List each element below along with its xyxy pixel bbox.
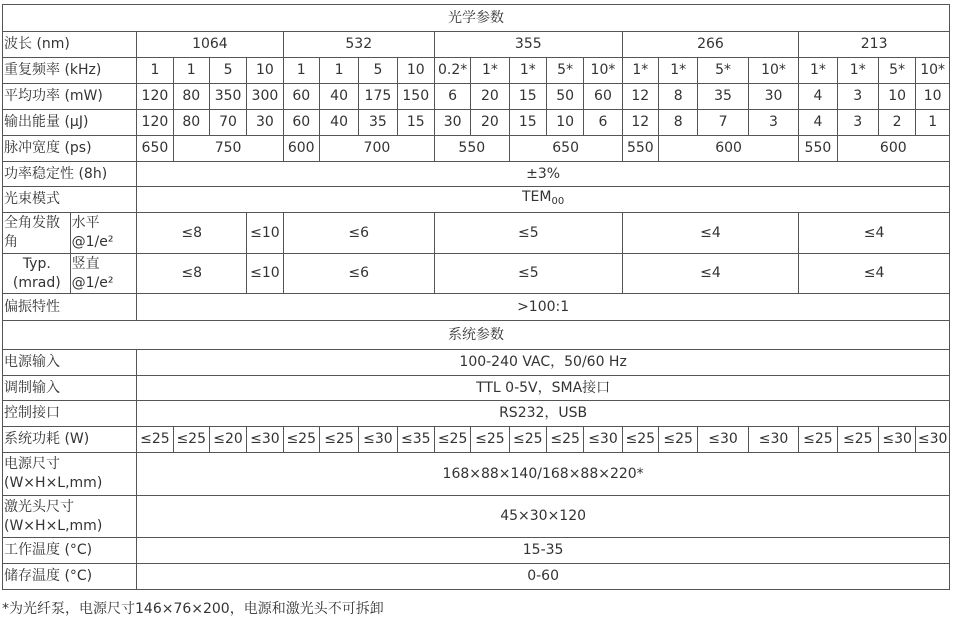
pulse-width-cell: 700 (319, 136, 434, 162)
power-stability-value: ±3% (137, 162, 950, 187)
label-storage-temp: 储存温度 (°C) (3, 564, 137, 590)
avg-power-cell: 60 (283, 84, 319, 110)
row-energy (3, 110, 950, 136)
footnote: *为光纤泵，电源尺寸146×76×200，电源和激光头不可拆卸 (2, 601, 384, 617)
divergence-h-cell: ≤10 (247, 213, 283, 254)
row-modulation (3, 376, 950, 401)
consumption-cell: ≤30 (916, 427, 950, 453)
row-pulse-width (3, 136, 950, 162)
divergence-v-cell: ≤8 (137, 254, 247, 294)
control-value: RS232，USB (137, 401, 950, 427)
rep-rate-cell: 1 (137, 58, 173, 84)
avg-power-cell: 35 (698, 84, 748, 110)
avg-power-cell: 10 (916, 84, 950, 110)
label-avg-power: 平均功率 (mW) (3, 84, 137, 110)
row-op-temp (3, 538, 950, 564)
energy-cell: 3 (748, 110, 798, 136)
avg-power-cell: 300 (247, 84, 283, 110)
energy-cell: 80 (173, 110, 209, 136)
row-polarization (3, 294, 950, 321)
row-power-stability (3, 162, 950, 187)
avg-power-cell: 3 (837, 84, 878, 110)
pulse-width-cell: 650 (137, 136, 173, 162)
consumption-cell: ≤35 (397, 427, 434, 453)
label-psu-size: 电源尺寸 (W×H×L,mm) (3, 453, 137, 496)
energy-cell: 120 (137, 110, 173, 136)
section-title-optical: 光学参数 (3, 5, 950, 32)
consumption-cell: ≤30 (247, 427, 283, 453)
divergence-h-cell: ≤4 (622, 213, 799, 254)
row-divergence-vertical (3, 254, 950, 294)
beam-mode-sub: 00 (551, 196, 565, 207)
rep-rate-cell: 1* (799, 58, 837, 84)
label-pulse-width: 脉冲宽度 (ps) (3, 136, 137, 162)
avg-power-cell: 12 (622, 84, 658, 110)
label-modulation: 调制输入 (3, 376, 137, 401)
psu-size-value: 168×88×140/168×88×220* (137, 453, 950, 496)
row-head-size (3, 496, 950, 538)
divergence-v-cell: ≤4 (622, 254, 799, 294)
pulse-width-cell: 550 (434, 136, 509, 162)
consumption-cell: ≤20 (209, 427, 246, 453)
energy-cell: 30 (247, 110, 283, 136)
consumption-cell: ≤25 (658, 427, 697, 453)
divergence-h-cell: ≤5 (434, 213, 622, 254)
energy-cell: 35 (359, 110, 397, 136)
rep-rate-cell: 5* (878, 58, 915, 84)
label-energy: 输出能量 (μJ) (3, 110, 137, 136)
rep-rate-cell: 1 (283, 58, 319, 84)
consumption-cell: ≤25 (471, 427, 509, 453)
consumption-cell: ≤25 (137, 427, 173, 453)
consumption-cell: ≤30 (359, 427, 397, 453)
energy-cell: 15 (509, 110, 546, 136)
rep-rate-cell: 5* (698, 58, 748, 84)
energy-cell: 3 (837, 110, 878, 136)
consumption-cell: ≤30 (878, 427, 915, 453)
storage-temp-value: 0-60 (137, 564, 950, 590)
avg-power-cell: 150 (397, 84, 434, 110)
consumption-cell: ≤30 (584, 427, 622, 453)
wavelength-cell: 266 (622, 32, 799, 58)
energy-cell: 12 (622, 110, 658, 136)
pulse-width-cell: 650 (509, 136, 622, 162)
label-polarization: 偏振特性 (3, 294, 137, 321)
row-avg-power (3, 84, 950, 110)
consumption-cell: ≤25 (837, 427, 878, 453)
pulse-width-cell: 750 (173, 136, 283, 162)
rep-rate-cell: 0.2* (434, 58, 470, 84)
label-head-size: 激光头尺寸 (W×H×L,mm) (3, 496, 137, 538)
pulse-width-cell: 550 (622, 136, 658, 162)
rep-rate-cell: 10* (584, 58, 622, 84)
avg-power-cell: 40 (319, 84, 358, 110)
label-horizontal: 水平 @1/e² (70, 213, 137, 254)
pulse-width-cell: 600 (837, 136, 949, 162)
rep-rate-cell: 10* (748, 58, 798, 84)
row-power-input (3, 350, 950, 376)
divergence-h-cell: ≤4 (799, 213, 950, 254)
energy-cell: 7 (698, 110, 748, 136)
modulation-value: TTL 0-5V，SMA接口 (137, 376, 950, 401)
label-power-stability: 功率稳定性 (8h) (3, 162, 137, 187)
row-rep-rate (3, 58, 950, 84)
avg-power-cell: 50 (546, 84, 583, 110)
consumption-cell: ≤25 (319, 427, 358, 453)
energy-cell: 20 (471, 110, 509, 136)
divergence-v-cell: ≤10 (247, 254, 283, 294)
energy-cell: 6 (584, 110, 622, 136)
rep-rate-cell: 10 (247, 58, 283, 84)
energy-cell: 70 (209, 110, 246, 136)
op-temp-value: 15-35 (137, 538, 950, 564)
avg-power-cell: 10 (878, 84, 915, 110)
avg-power-cell: 350 (209, 84, 246, 110)
consumption-cell: ≤25 (173, 427, 209, 453)
label-power-input: 电源输入 (3, 350, 137, 376)
label-op-temp: 工作温度 (°C) (3, 538, 137, 564)
avg-power-cell: 120 (137, 84, 173, 110)
energy-cell: 8 (658, 110, 697, 136)
section-row-optical (3, 5, 950, 32)
rep-rate-cell: 1 (319, 58, 358, 84)
energy-cell: 30 (434, 110, 470, 136)
rep-rate-cell: 5 (209, 58, 246, 84)
rep-rate-cell: 1* (471, 58, 509, 84)
polarization-value: >100:1 (137, 294, 950, 321)
avg-power-cell: 30 (748, 84, 798, 110)
rep-rate-cell: 1* (658, 58, 697, 84)
avg-power-cell: 8 (658, 84, 697, 110)
avg-power-cell: 4 (799, 84, 837, 110)
label-divergence-b: Typ. (mrad) (3, 254, 71, 294)
label-consumption: 系统功耗 (W) (3, 427, 137, 453)
pulse-width-cell: 600 (658, 136, 798, 162)
label-wavelength: 波长 (nm) (3, 32, 137, 58)
divergence-h-cell: ≤6 (283, 213, 434, 254)
spec-table (2, 4, 950, 590)
energy-cell: 60 (283, 110, 319, 136)
divergence-v-cell: ≤5 (434, 254, 622, 294)
rep-rate-cell: 1* (509, 58, 546, 84)
energy-cell: 15 (397, 110, 434, 136)
consumption-cell: ≤25 (546, 427, 583, 453)
energy-cell: 2 (878, 110, 915, 136)
energy-cell: 1 (916, 110, 950, 136)
rep-rate-cell: 1* (837, 58, 878, 84)
wavelength-cell: 355 (434, 32, 622, 58)
row-divergence-horizontal (3, 213, 950, 254)
divergence-v-cell: ≤6 (283, 254, 434, 294)
consumption-cell: ≤25 (509, 427, 546, 453)
energy-cell: 40 (319, 110, 358, 136)
row-beam-mode (3, 187, 950, 213)
rep-rate-cell: 1 (173, 58, 209, 84)
consumption-cell: ≤25 (799, 427, 837, 453)
avg-power-cell: 80 (173, 84, 209, 110)
beam-mode-value (137, 187, 950, 213)
divergence-h-cell: ≤8 (137, 213, 247, 254)
rep-rate-cell: 10 (397, 58, 434, 84)
rep-rate-cell: 5* (546, 58, 583, 84)
label-vertical: 竖直 @1/e² (70, 254, 137, 294)
rep-rate-cell: 5 (359, 58, 397, 84)
divergence-v-cell: ≤4 (799, 254, 950, 294)
energy-cell: 10 (546, 110, 583, 136)
row-consumption (3, 427, 950, 453)
power-input-value: 100-240 VAC，50/60 Hz (137, 350, 950, 376)
rep-rate-cell: 1* (622, 58, 658, 84)
rep-rate-cell: 10* (916, 58, 950, 84)
row-wavelength (3, 32, 950, 58)
pulse-width-cell: 600 (283, 136, 319, 162)
label-rep-rate: 重复频率 (kHz) (3, 58, 137, 84)
row-control (3, 401, 950, 427)
section-title-system: 系统参数 (3, 321, 950, 350)
row-psu-size (3, 453, 950, 496)
section-row-system (3, 321, 950, 350)
beam-mode-base: TEM (522, 189, 552, 205)
pulse-width-cell: 550 (799, 136, 837, 162)
avg-power-cell: 175 (359, 84, 397, 110)
head-size-value: 45×30×120 (137, 496, 950, 538)
avg-power-cell: 15 (509, 84, 546, 110)
consumption-cell: ≤25 (622, 427, 658, 453)
avg-power-cell: 60 (584, 84, 622, 110)
wavelength-cell: 532 (283, 32, 434, 58)
wavelength-cell: 1064 (137, 32, 283, 58)
avg-power-cell: 20 (471, 84, 509, 110)
label-divergence-a: 全角发散角 (3, 213, 71, 254)
wavelength-cell: 213 (799, 32, 950, 58)
consumption-cell: ≤30 (698, 427, 748, 453)
energy-cell: 4 (799, 110, 837, 136)
label-control: 控制接口 (3, 401, 137, 427)
row-storage-temp (3, 564, 950, 590)
consumption-cell: ≤25 (283, 427, 319, 453)
consumption-cell: ≤25 (434, 427, 470, 453)
avg-power-cell: 6 (434, 84, 470, 110)
consumption-cell: ≤30 (748, 427, 798, 453)
label-beam-mode: 光束模式 (3, 187, 137, 213)
